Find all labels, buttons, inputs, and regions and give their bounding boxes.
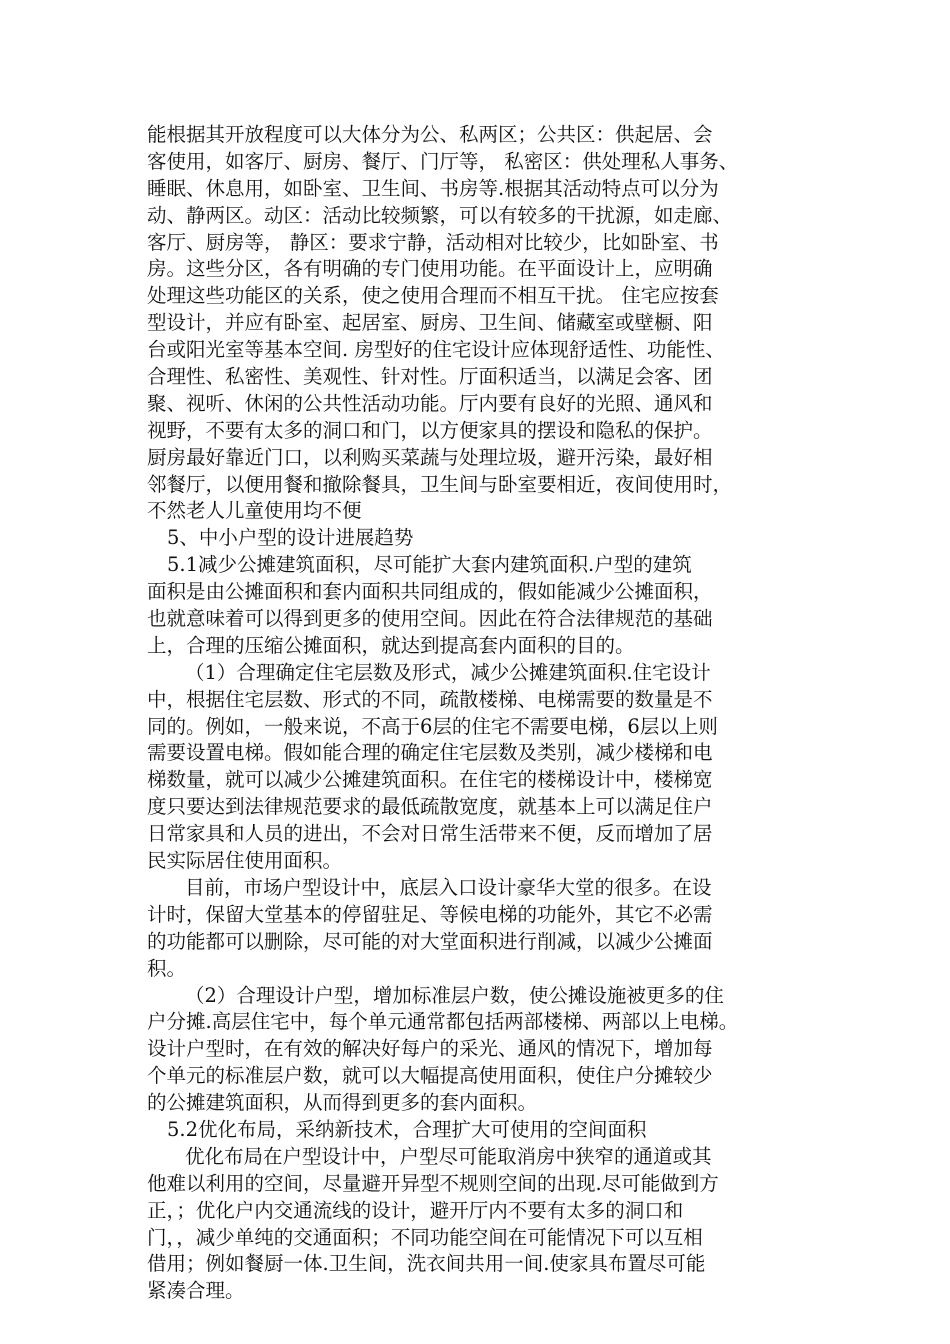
- text-line: 邻餐厅，以便用餐和撤除餐具，卫生间与卧室要相近，夜间使用时，: [147, 472, 733, 496]
- text-line: 梯数量，就可以减少公摊建筑面积。在住宅的楼梯设计中，楼梯宽: [147, 768, 713, 792]
- text-line: 正，；优化户内交通流线的设计，避开厅内不要有太多的洞口和: [147, 1198, 684, 1222]
- text-line: 度只要达到法律规范要求的最低疏散宽度，就基本上可以满足住户: [147, 795, 713, 819]
- text-line: 面积是由公摊面积和套内面积共同组成的，假如能减少公摊面积，: [147, 580, 713, 604]
- text-line: 聚、视听、休闲的公共性活动功能。厅内要有良好的光照、通风和: [147, 391, 713, 415]
- text-line: 合理性、私密性、美观性、针对性。厅面积适当，以满足会客、团: [147, 365, 713, 389]
- text-line: 借用；例如餐厨一体.卫生间，洗衣间共用一间.使家具布置尽可能: [147, 1252, 706, 1276]
- text-line: 他难以利用的空间，尽量避开异型不规则空间的出现.尽可能做到方: [147, 1171, 719, 1195]
- text-line: 计时，保留大堂基本的停留驻足、等候电梯的功能外，其它不必需: [147, 902, 713, 926]
- text-line: 民实际居住使用面积。: [147, 849, 343, 873]
- document-body: [147, 122, 847, 1305]
- section-heading: 5、中小户型的设计进展趋势: [167, 526, 414, 550]
- text-line: 厨房最好靠近门口，以利购买菜蔬与处理垃圾，避开污染，最好相: [147, 445, 713, 469]
- text-line: 视野，不要有太多的洞口和门，以方便家具的摆设和隐私的保护。: [147, 418, 713, 442]
- text-line: 也就意味着可以得到更多的使用空间。因此在符合法律规范的基础: [147, 607, 713, 631]
- text-line: 的功能都可以删除，尽可能的对大堂面积进行削减，以减少公摊面: [147, 929, 713, 953]
- text-line: 日常家具和人员的进出，不会对日常生活带来不便，反而增加了居: [147, 822, 713, 846]
- text-line: 能根据其开放程度可以大体分为公、私两区；公共区：供起居、会: [147, 123, 713, 146]
- text-line: 目前，市场户型设计中，底层入口设计豪华大堂的很多。在设: [185, 875, 712, 899]
- text-line: 积。: [147, 956, 187, 980]
- text-line: 动、静两区。动区：活动比较频繁，可以有较多的干扰源，如走廊、: [147, 203, 733, 227]
- text-line: 处理这些功能区的关系，使之使用合理而不相互干扰。 住宅应按套: [147, 284, 719, 308]
- text-line: 设计户型时，在有效的解决好每户的采光、通风的情况下，增加每: [147, 1037, 713, 1061]
- text-line: 的公摊建筑面积，从而得到更多的套内面积。: [147, 1091, 538, 1115]
- text-line: 房。这些分区，各有明确的专门使用功能。在平面设计上，应明确: [147, 257, 713, 281]
- text-line: 客厅、厨房等， 静区：要求宁静，活动相对比较少，比如卧室、书: [147, 230, 719, 254]
- text-line: 客使用，如客厅、厨房、餐厅、门厅等， 私密区：供处理私人事务、: [147, 149, 739, 173]
- text-line: 睡眠、休息用，如卧室、卫生间、书房等.根据其活动特点可以分为: [147, 176, 719, 200]
- subsection-heading: 5.2优化布局，采纳新技术，合理扩大可使用的空间面积: [167, 1117, 647, 1141]
- text-line: 需要设置电梯。假如能合理的确定住宅层数及类别，减少楼梯和电: [147, 741, 713, 765]
- text-line: 不然老人儿童使用均不便: [147, 499, 362, 523]
- text-line: 优化布局在户型设计中，户型尽可能取消房中狭窄的通道或其: [185, 1144, 712, 1168]
- text-line: （1）合理确定住宅层数及形式，减少公摊建筑面积.住宅设计: [185, 660, 711, 684]
- text-line: 中，根据住宅层数、形式的不同，疏散楼梯、电梯需要的数量是不: [147, 687, 713, 711]
- text-line: （2）合理设计户型，增加标准层户数，使公摊设施被更多的住: [185, 983, 724, 1007]
- text-line: 门，，减少单纯的交通面积；不同功能空间在可能情况下可以互相: [147, 1225, 703, 1249]
- text-line: 台或阳光室等基本空间. 房型好的住宅设计应体现舒适性、功能性、: [147, 338, 725, 362]
- text-line: 型设计，并应有卧室、起居室、厨房、卫生间、储藏室或壁橱、阳: [147, 311, 713, 335]
- text-line: 上，合理的压缩公摊面积，就达到提高套内面积的目的。: [147, 633, 635, 657]
- subsection-heading: 5.1减少公摊建筑面积，尽可能扩大套内建筑面积.户型的建筑: [167, 553, 692, 577]
- text-line: 紧凑合理。: [147, 1279, 245, 1303]
- text-line: 户分摊.高层住宅中，每个单元通常都包括两部楼梯、两部以上电梯。: [147, 1010, 739, 1034]
- text-line: 个单元的标准层户数，就可以大幅提高使用面积，使住户分摊较少: [147, 1064, 713, 1088]
- text-line: 同的。例如，一般来说，不高于6层的住宅不需要电梯，6层以上则: [147, 714, 718, 738]
